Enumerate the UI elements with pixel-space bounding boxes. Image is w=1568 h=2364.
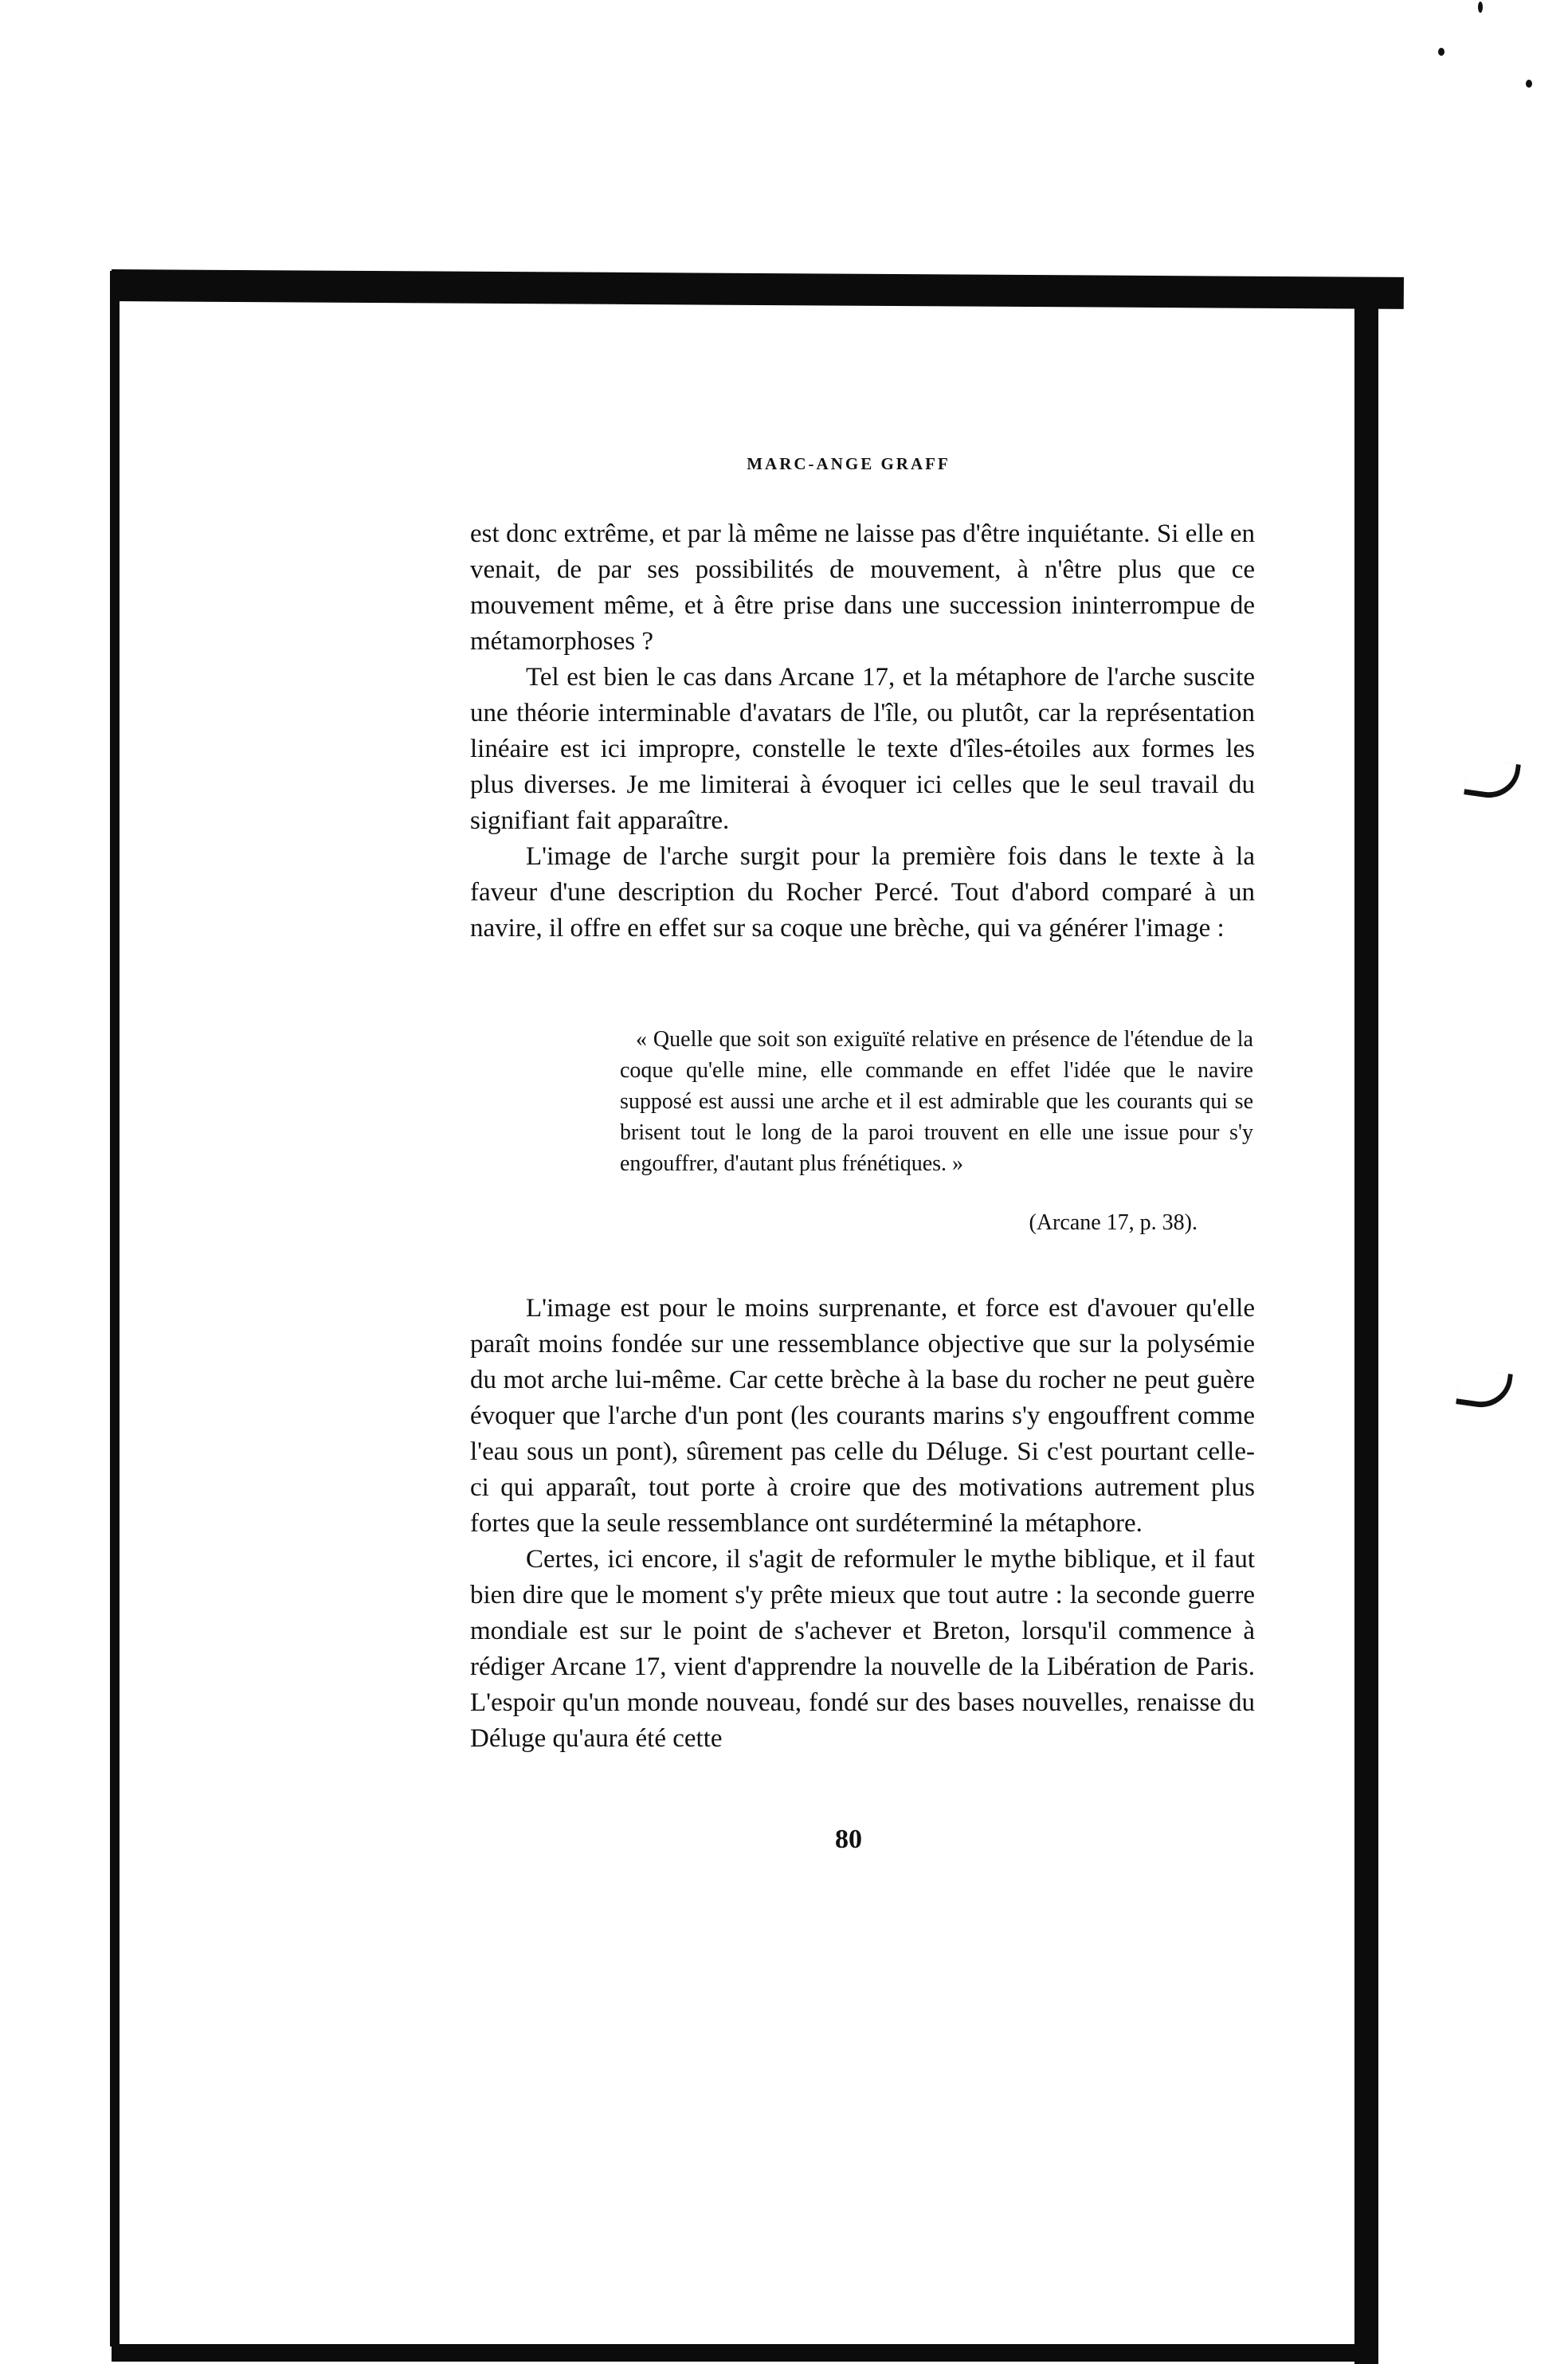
scan-frame-bottom <box>112 2344 1378 2362</box>
scan-speck <box>1526 80 1532 88</box>
paragraph: Tel est bien le cas dans Arcane 17, et la métaphore de l'arche suscite une théorie interminable d'avatars de l'île, ou plutôt, car la représentation linéaire est ici impropre, constelle le texte d'îles-étoiles aux formes les plus diverses. Je me limiterai à évoquer ici celles que le seul travail du signifiant fait apparaître. <box>470 663 1255 835</box>
block-quote <box>620 1024 1253 1179</box>
scan-frame-top <box>112 269 1404 309</box>
margin-mark <box>1456 1367 1513 1412</box>
margin-mark <box>1464 758 1521 802</box>
scan-frame-left <box>110 271 120 2346</box>
paragraph: Certes, ici encore, il s'agit de reformuler le mythe biblique, et il faut bien dire que le moment s'y prête mieux que tout autre : la seconde guerre mondiale est sur le point de s'achever et Breton, lorsqu'il commence à rédiger Arcane 17, vient d'apprendre la nouvelle de la Libération de Paris. L'espoir qu'un monde nouveau, fondé sur des bases nouvelles, renaisse du Déluge qu'aura été cette <box>470 1545 1255 1753</box>
scan-speck <box>1438 48 1445 56</box>
paragraph: L'image est pour le moins surprenante, et force est d'avouer qu'elle paraît moins fondée sur une ressemblance objective que sur la polysémie du mot arche lui-même. Car cette brèche à la base du rocher ne peut guère évoquer que l'arche d'un pont (les courants marins s'y engouffrent comme l'eau sous un pont), sûrement pas celle du Déluge. Si c'est pourtant celle-ci qui apparaît, tout porte à croire que des motivations autrement plus fortes que la seule ressemblance ont surdéterminé la métaphore. <box>470 1294 1255 1538</box>
running-header: MARC-ANGE GRAFF <box>747 454 951 473</box>
body-text-top <box>470 516 1255 947</box>
quote-citation: (Arcane 17, p. 38). <box>1029 1210 1198 1235</box>
scan-speck <box>1478 2 1483 13</box>
paragraph: L'image de l'arche surgit pour la première fois dans le texte à la faveur d'une description du Rocher Percé. Tout d'abord comparé à un navire, il offre en effet sur sa coque une brèche, qui va générer l'image : <box>470 842 1255 943</box>
scan-frame-right <box>1354 283 1378 2364</box>
page-number: 80 <box>835 1825 862 1854</box>
paragraph: est donc extrême, et par là même ne laisse pas d'être inquiétante. Si elle en venait, de par ses possibilités de mouvement, à n'être plus que ce mouvement même, et à être prise dans une succession ininterrompue de métamorphoses ? <box>470 519 1255 656</box>
quote-text: « Quelle que soit son exiguïté relative en présence de l'étendue de la coque qu'elle mine, elle commande en effet l'idée que le navire supposé est aussi une arche et il est admirable que les courants qui se brisent tout le long de la paroi trouvent en elle une issue pour s'y engouffrer, d'autant plus frénétiques. » <box>620 1027 1253 1176</box>
body-text-bottom <box>470 1291 1255 1757</box>
